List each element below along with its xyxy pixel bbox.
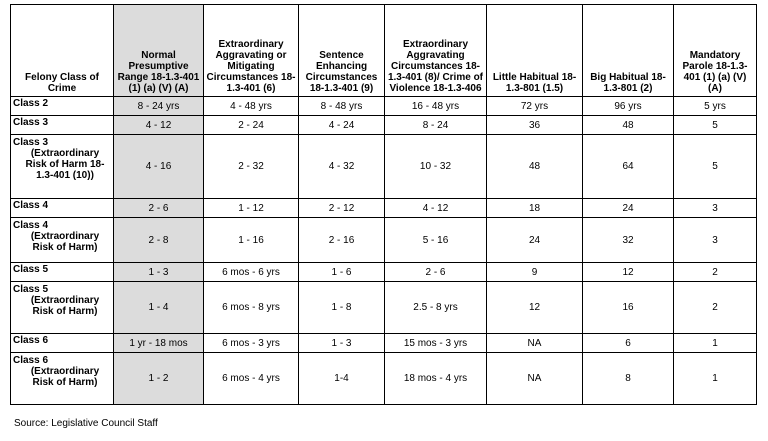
table-cell: 2 [674,263,757,282]
table-row [11,353,757,405]
table-cell: 2 - 24 [204,116,299,135]
table-cell: 1 yr - 18 mos [114,334,204,353]
table-cell: 8 [583,353,674,405]
felony-class-qualifier: (Extraordinary Risk of Harm) [30,295,100,317]
table-cell: 48 [583,116,674,135]
table-cell: 10 - 32 [385,135,487,199]
table-cell: NA [487,353,583,405]
felony-class-cell [11,282,114,334]
table-cell: 1 - 3 [114,263,204,282]
table-cell: 2 - 16 [299,218,385,263]
table-row [11,263,757,282]
header-mandatory-parole: Mandatory Parole 18-1.3-401 (1) (a) (V) (A) [674,5,757,97]
table-cell: 9 [487,263,583,282]
table-cell: 4 - 16 [114,135,204,199]
table-cell: 5 - 16 [385,218,487,263]
table-cell: 6 mos - 6 yrs [204,263,299,282]
table-cell: 3 [674,218,757,263]
felony-class-label: Class 4 [13,220,49,231]
table-row [11,135,757,199]
table-cell: 1 [674,334,757,353]
table-cell: 64 [583,135,674,199]
table-cell: 2.5 - 8 yrs [385,282,487,334]
table-cell: 72 yrs [487,97,583,116]
table-cell: NA [487,334,583,353]
felony-class-cell [11,334,114,353]
table-cell: 24 [487,218,583,263]
table-cell: 24 [583,199,674,218]
felony-class-label: Class 5 [13,264,49,275]
table-cell: 15 mos - 3 yrs [385,334,487,353]
table-cell: 1 [674,353,757,405]
table-cell: 36 [487,116,583,135]
table-cell: 2 - 8 [114,218,204,263]
table-cell: 2 - 32 [204,135,299,199]
table-row [11,97,757,116]
table-cell: 8 - 24 yrs [114,97,204,116]
table-cell: 1 - 2 [114,353,204,405]
table-cell: 18 mos - 4 yrs [385,353,487,405]
table-cell: 5 [674,116,757,135]
header-big-habitual: Big Habitual 18-1.3-801 (2) [583,5,674,97]
table-cell: 2 [674,282,757,334]
table-row [11,334,757,353]
felony-class-cell [11,135,114,199]
table-row [11,218,757,263]
table-cell: 1 - 3 [299,334,385,353]
table-cell: 1-4 [299,353,385,405]
table-cell: 6 mos - 4 yrs [204,353,299,405]
felony-class-label: Class 6 [13,355,49,366]
table-row [11,199,757,218]
header-normal-presumptive-range: Normal Presumptive Range 18-1.3-401 (1) (a) (V) (A) [114,5,204,97]
table-cell: 8 - 24 [385,116,487,135]
felony-class-label: Class 3 [13,117,49,128]
felony-class-qualifier: (Extraordinary Risk of Harm) [30,366,100,388]
table-cell: 1 - 16 [204,218,299,263]
felony-class-cell [11,353,114,405]
table-cell: 96 yrs [583,97,674,116]
felony-class-qualifier: (Extraordinary Risk of Harm) [30,231,100,253]
table-cell: 2 - 6 [385,263,487,282]
felony-class-label: Class 5 [13,284,49,295]
header-extraordinary-aggravating-mitigating: Extraordinary Aggravating or Mitigating Circumstances 18-1.3-401 (6) [204,5,299,97]
felony-class-qualifier: (Extraordinary Risk of Harm 18-1.3-401 (10)) [25,148,105,181]
felony-class-label: Class 6 [13,335,49,346]
table-cell: 1 - 12 [204,199,299,218]
felony-class-cell [11,97,114,116]
table-cell: 16 - 48 yrs [385,97,487,116]
table-cell: 2 - 6 [114,199,204,218]
table-cell: 12 [583,263,674,282]
table-cell: 4 - 24 [299,116,385,135]
header-little-habitual: Little Habitual 18-1.3-801 (1.5) [487,5,583,97]
table-cell: 4 - 48 yrs [204,97,299,116]
header-felony-class: Felony Class of Crime [11,5,114,97]
table-cell: 1 - 6 [299,263,385,282]
table-cell: 32 [583,218,674,263]
table-row [11,282,757,334]
header-sentence-enhancing: Sentence Enhancing Circumstances 18-1.3-401 (9) [299,5,385,97]
table-cell: 12 [487,282,583,334]
table-cell: 4 - 12 [385,199,487,218]
source-note: Source: Legislative Council Staff [14,418,158,429]
felony-class-cell [11,263,114,282]
header-row [11,5,757,97]
felony-class-cell [11,199,114,218]
table-cell: 1 - 4 [114,282,204,334]
table-cell: 5 yrs [674,97,757,116]
header-crime-of-violence: Extraordinary Aggravating Circumstances 18-1.3-401 (8)/ Crime of Violence 18-1.3-406 [385,5,487,97]
table-cell: 16 [583,282,674,334]
table-row [11,116,757,135]
felony-class-cell [11,218,114,263]
table-cell: 5 [674,135,757,199]
table-cell: 6 mos - 8 yrs [204,282,299,334]
table-cell: 48 [487,135,583,199]
felony-class-label: Class 3 [13,137,49,148]
felony-class-cell [11,116,114,135]
table-cell: 4 - 12 [114,116,204,135]
table-cell: 8 - 48 yrs [299,97,385,116]
table-cell: 4 - 32 [299,135,385,199]
felony-class-label: Class 4 [13,200,49,211]
table-cell: 2 - 12 [299,199,385,218]
felony-class-label: Class 2 [13,98,49,109]
table-cell: 6 [583,334,674,353]
table-cell: 6 mos - 3 yrs [204,334,299,353]
table-cell: 18 [487,199,583,218]
table-cell: 1 - 8 [299,282,385,334]
felony-sentencing-table [10,4,757,405]
table-cell: 3 [674,199,757,218]
